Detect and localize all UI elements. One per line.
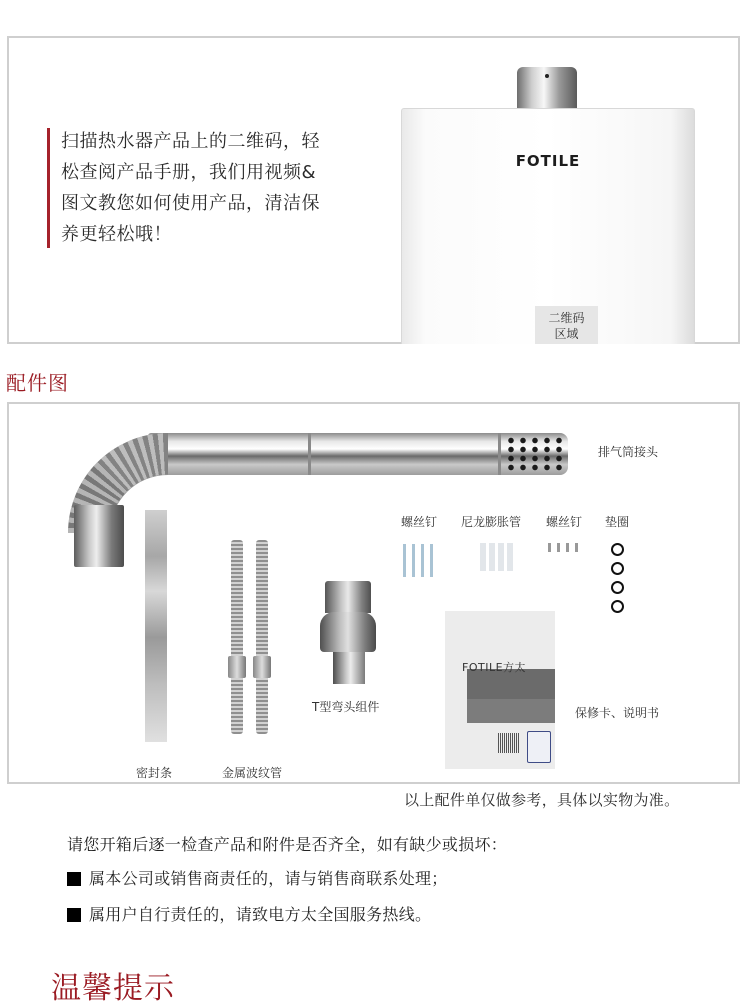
square-bullet-icon xyxy=(67,908,81,922)
label-warranty-manual: 保修卡、说明书 xyxy=(575,706,660,720)
washer-icon xyxy=(611,600,624,613)
label-seal-strip: 密封条 xyxy=(136,766,173,780)
label-t-elbow: T型弯头组件 xyxy=(312,700,380,714)
intro-line: 图文教您如何使用产品，清洁保 xyxy=(61,193,320,214)
manual-brand: FOTILE方太 xyxy=(462,661,527,674)
panel-border xyxy=(738,36,740,344)
notice-bullet xyxy=(67,866,448,889)
intro-line: 养更轻松哦！ xyxy=(61,224,172,245)
qr-code-zone xyxy=(535,306,598,344)
nylon-anchors-image xyxy=(480,543,516,571)
qr-zone-label: 区域 xyxy=(554,327,579,341)
label-washers: 垫圈 xyxy=(605,515,630,529)
pipe-joint xyxy=(498,433,501,475)
hose-nut xyxy=(253,656,271,678)
t-elbow-image xyxy=(325,581,371,613)
brand-logo: FOTILE xyxy=(515,152,581,170)
manual-band xyxy=(467,699,555,723)
metal-hose-image xyxy=(256,540,268,734)
t-elbow-image xyxy=(320,612,376,652)
label-exhaust-connector: 排气筒接头 xyxy=(598,445,659,459)
intro-line: 扫描热水器产品上的二维码，轻 xyxy=(61,131,320,152)
intro-line: 松查阅产品手册，我们用视频& xyxy=(61,162,317,183)
washer-icon xyxy=(611,543,624,556)
small-screws-image xyxy=(548,543,584,552)
label-metal-hose: 金属波纹管 xyxy=(222,766,283,780)
notice-bullet-text: 属本公司或销售商责任的，请与销售商联系处理； xyxy=(89,869,448,888)
qr-zone-label: 二维码 xyxy=(548,311,585,325)
certification-seal-icon xyxy=(527,731,551,763)
metal-hose-image xyxy=(231,540,243,734)
notice-bullet xyxy=(67,902,431,925)
pipe-joint xyxy=(308,433,311,475)
pipe-dot xyxy=(545,74,549,78)
accent-bar xyxy=(47,128,50,248)
t-elbow-image xyxy=(333,652,365,684)
disclaimer-text: 以上配件单仅做参考，具体以实物为准。 xyxy=(404,791,680,809)
barcode-icon xyxy=(498,733,520,753)
hose-nut xyxy=(228,656,246,678)
notice-intro: 请您开箱后逐一检查产品和附件是否齐全，如有缺少或损坏： xyxy=(67,835,508,854)
seal-strip-image xyxy=(145,510,167,742)
label-small-screws: 螺丝钉 xyxy=(546,515,583,529)
notice-bullet-text: 属用户自行责任的，请致电方太全国服务热线。 xyxy=(89,905,432,924)
washer-icon xyxy=(611,562,624,575)
washer-icon xyxy=(611,581,624,594)
panel-border xyxy=(514,36,738,38)
screws-image xyxy=(403,544,439,577)
section-title-accessories: 配件图 xyxy=(6,371,69,395)
label-nylon-anchors: 尼龙膨胀管 xyxy=(461,515,522,529)
elbow-cup-image xyxy=(74,505,124,567)
section-title-tips: 温馨提示 xyxy=(51,971,175,1006)
label-screws: 螺丝钉 xyxy=(401,515,438,529)
square-bullet-icon xyxy=(67,872,81,886)
vent-holes xyxy=(505,436,565,472)
intro-text xyxy=(61,126,366,250)
